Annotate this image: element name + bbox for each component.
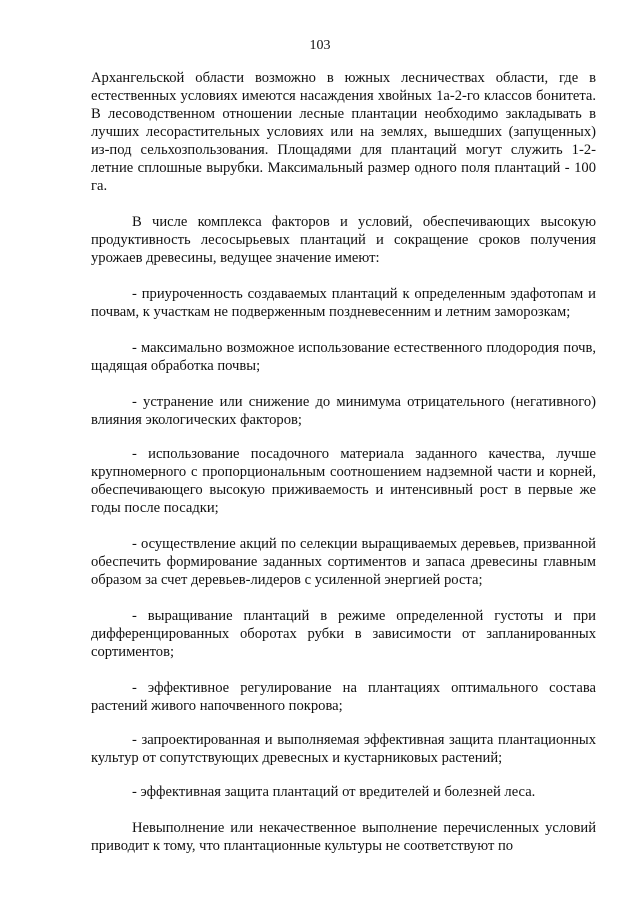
paragraph-intro: Архангельской области возможно в южных лесничествах области, где в естественных условиях имеются насаждения хвойных 1а-2-го классов бонитета. В лесоводственном отношении лесные плантации необходимо закладывать в лучших лесорастительных условиях или на землях, вышедших (запущенных) из-под сельхозпользования. Площадями для плантаций могут служить 1-2-летние сплошные вырубки. Максимальный размер одного поля плантаций - 100 га.: [91, 70, 596, 194]
list-item-ground-cover: - эффективное регулирование на плантациях оптимального состава растений живого напочвенного покрова;: [91, 680, 596, 714]
list-item-edaphotopes: - приуроченность создаваемых плантаций к определенным эдафотопам и почвам, к участкам не подверженным поздневесенним и летним заморозкам;: [91, 286, 596, 320]
list-item-pest-protection: - эффективная защита плантаций от вредителей и болезней леса.: [132, 784, 536, 800]
page-number: 103: [309, 38, 331, 53]
list-item-soil-fertility: - максимально возможное использование естественного плодородия почв, щадящая обработка почвы;: [91, 340, 596, 374]
list-item-competition-protection: - запроектированная и выполняемая эффективная защита плантационных культур от сопутствующих древесных и кустарниковых растений;: [91, 732, 596, 766]
document-body: [91, 69, 596, 855]
list-item-selection: - осуществление акций по селекции выращиваемых деревьев, призванной обеспечить формирование заданных сортиментов и запаса древесины главным образом за счет деревьев-лидеров с усиленной энергией роста;: [91, 536, 596, 588]
paragraph-factors-lead: В числе комплекса факторов и условий, обеспечивающих высокую продуктивность лесосырьевых плантаций и сокращение сроков получения урожаев древесины, ведущее значение имеют:: [91, 214, 596, 266]
list-item-ecological-factors: - устранение или снижение до минимума отрицательного (негативного) влияния экологических факторов;: [91, 394, 596, 428]
list-item-planting-material: - использование посадочного материала заданного качества, лучше крупномерного с пропорциональным соотношением надземной части и корней, обеспечивающего высокую приживаемость и интенсивный рост в первые же годы после посадки;: [91, 446, 596, 516]
list-item-density: - выращивание плантаций в режиме определенной густоты и при дифференцированных оборотах рубки в зависимости от запланированных сортиментов;: [91, 608, 596, 660]
paragraph-consequences: Невыполнение или некачественное выполнение перечисленных условий приводит к тому, что плантационные культуры не соответствуют по: [91, 820, 596, 854]
